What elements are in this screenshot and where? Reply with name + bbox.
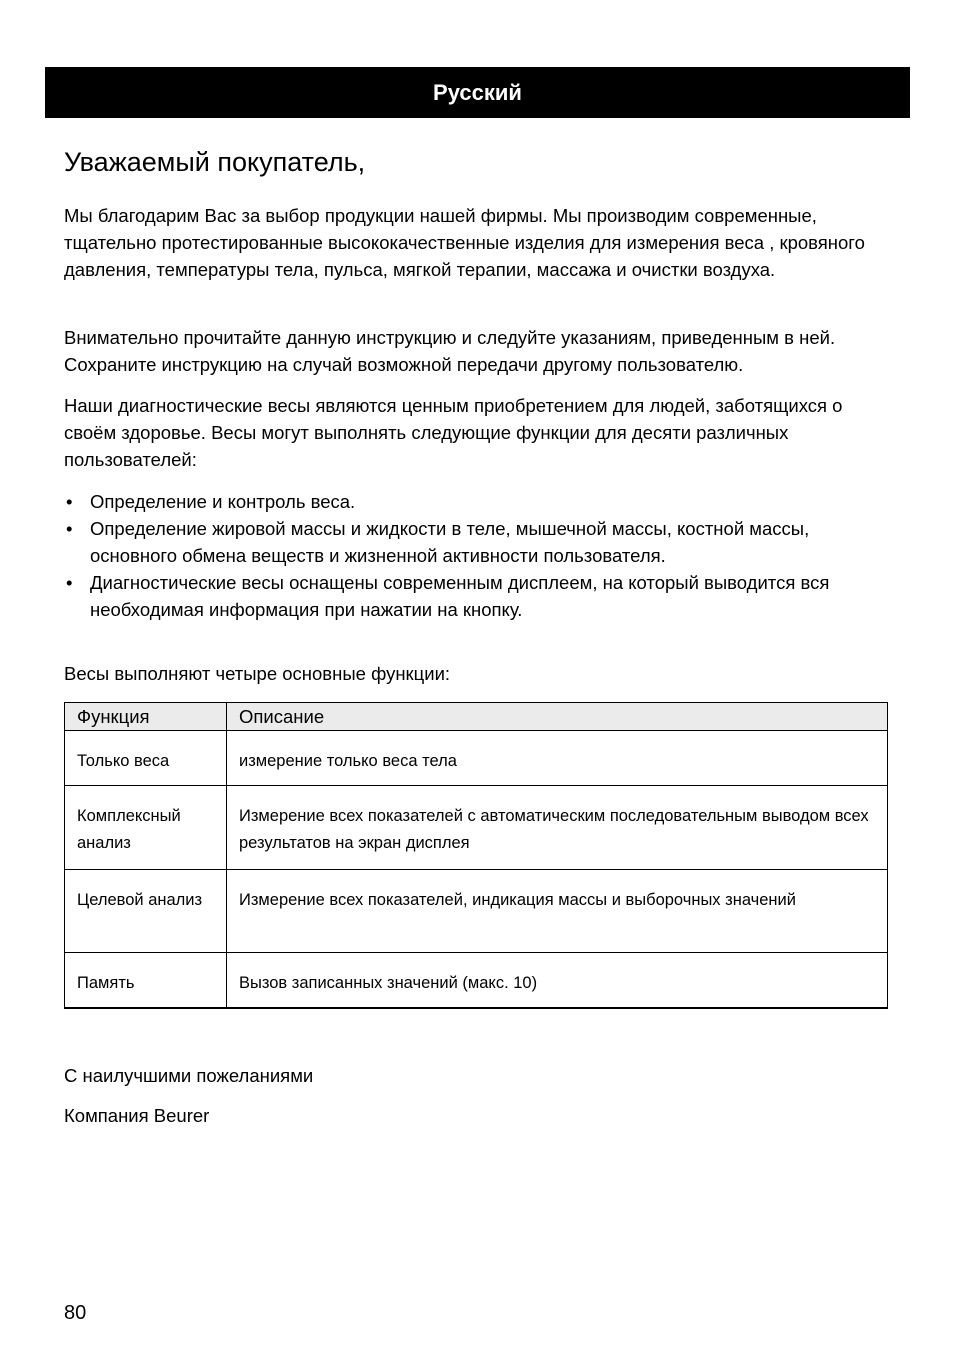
description-cell: Измерение всех показателей с автоматическим последовательным выводом всех результатов на экран дисплея bbox=[227, 786, 888, 870]
table-row bbox=[65, 786, 888, 870]
language-label: Русский bbox=[433, 79, 522, 105]
function-cell: Память bbox=[65, 953, 227, 1008]
company-signature: Компания Beurer bbox=[64, 1105, 210, 1126]
function-cell: Целевой анализ bbox=[65, 870, 227, 953]
instructions-paragraph: Внимательно прочитайте данную инструкцию и следуйте указаниям, приведенным в ней. Сохраните инструкцию на случай возможной передачи другому пользователю. bbox=[64, 327, 836, 375]
list-item-text: Определение и контроль веса. bbox=[90, 491, 356, 512]
page-number: 80 bbox=[64, 1302, 87, 1324]
column-header-function: Функция bbox=[65, 703, 227, 731]
table-row bbox=[65, 731, 888, 786]
bullet-icon: • bbox=[66, 572, 73, 593]
language-header bbox=[45, 67, 910, 118]
greeting-heading: Уважаемый покупатель, bbox=[64, 147, 366, 177]
description-cell: Вызов записанных значений (макс. 10) bbox=[227, 953, 888, 1008]
bullet-icon: • bbox=[66, 518, 73, 539]
intro-paragraph: Мы благодарим Вас за выбор продукции нашей фирмы. Мы производим современные, тщательно протестированные высококачественные изделия для измерения веса , кровяного давления, температуры тела, пульса, мягкой терапии, массажа и очистки воздуха. bbox=[64, 205, 865, 280]
list-item bbox=[64, 515, 900, 569]
functions-table bbox=[64, 702, 888, 1009]
list-item bbox=[64, 488, 900, 515]
table-intro: Весы выполняют четыре основные функции: bbox=[64, 663, 451, 684]
description-cell: Измерение всех показателей, индикация массы и выборочных значений bbox=[227, 870, 888, 953]
column-header-description: Описание bbox=[227, 703, 888, 731]
closing-wishes: С наилучшими пожеланиями bbox=[64, 1065, 314, 1086]
table-row bbox=[65, 870, 888, 953]
function-cell: Только веса bbox=[65, 731, 227, 786]
description-cell: измерение только веса тела bbox=[227, 731, 888, 786]
table-header-row bbox=[65, 703, 888, 731]
bullet-icon: • bbox=[66, 491, 73, 512]
function-cell: Комплексный анализ bbox=[65, 786, 227, 870]
list-item-text: Диагностические весы оснащены современным дисплеем, на который выводится вся необходимая информация при нажатии на кнопку. bbox=[90, 572, 830, 620]
table-row bbox=[65, 953, 888, 1008]
features-paragraph: Наши диагностические весы являются ценным приобретением для людей, заботящихся о своём здоровье. Весы могут выполнять следующие функции для десяти различных пользователей: bbox=[64, 395, 843, 470]
feature-list bbox=[64, 488, 900, 623]
list-item-text: Определение жировой массы и жидкости в теле, мышечной массы, костной массы, основного обмена веществ и жизненной активности пользователя. bbox=[90, 518, 810, 566]
list-item bbox=[64, 569, 900, 623]
